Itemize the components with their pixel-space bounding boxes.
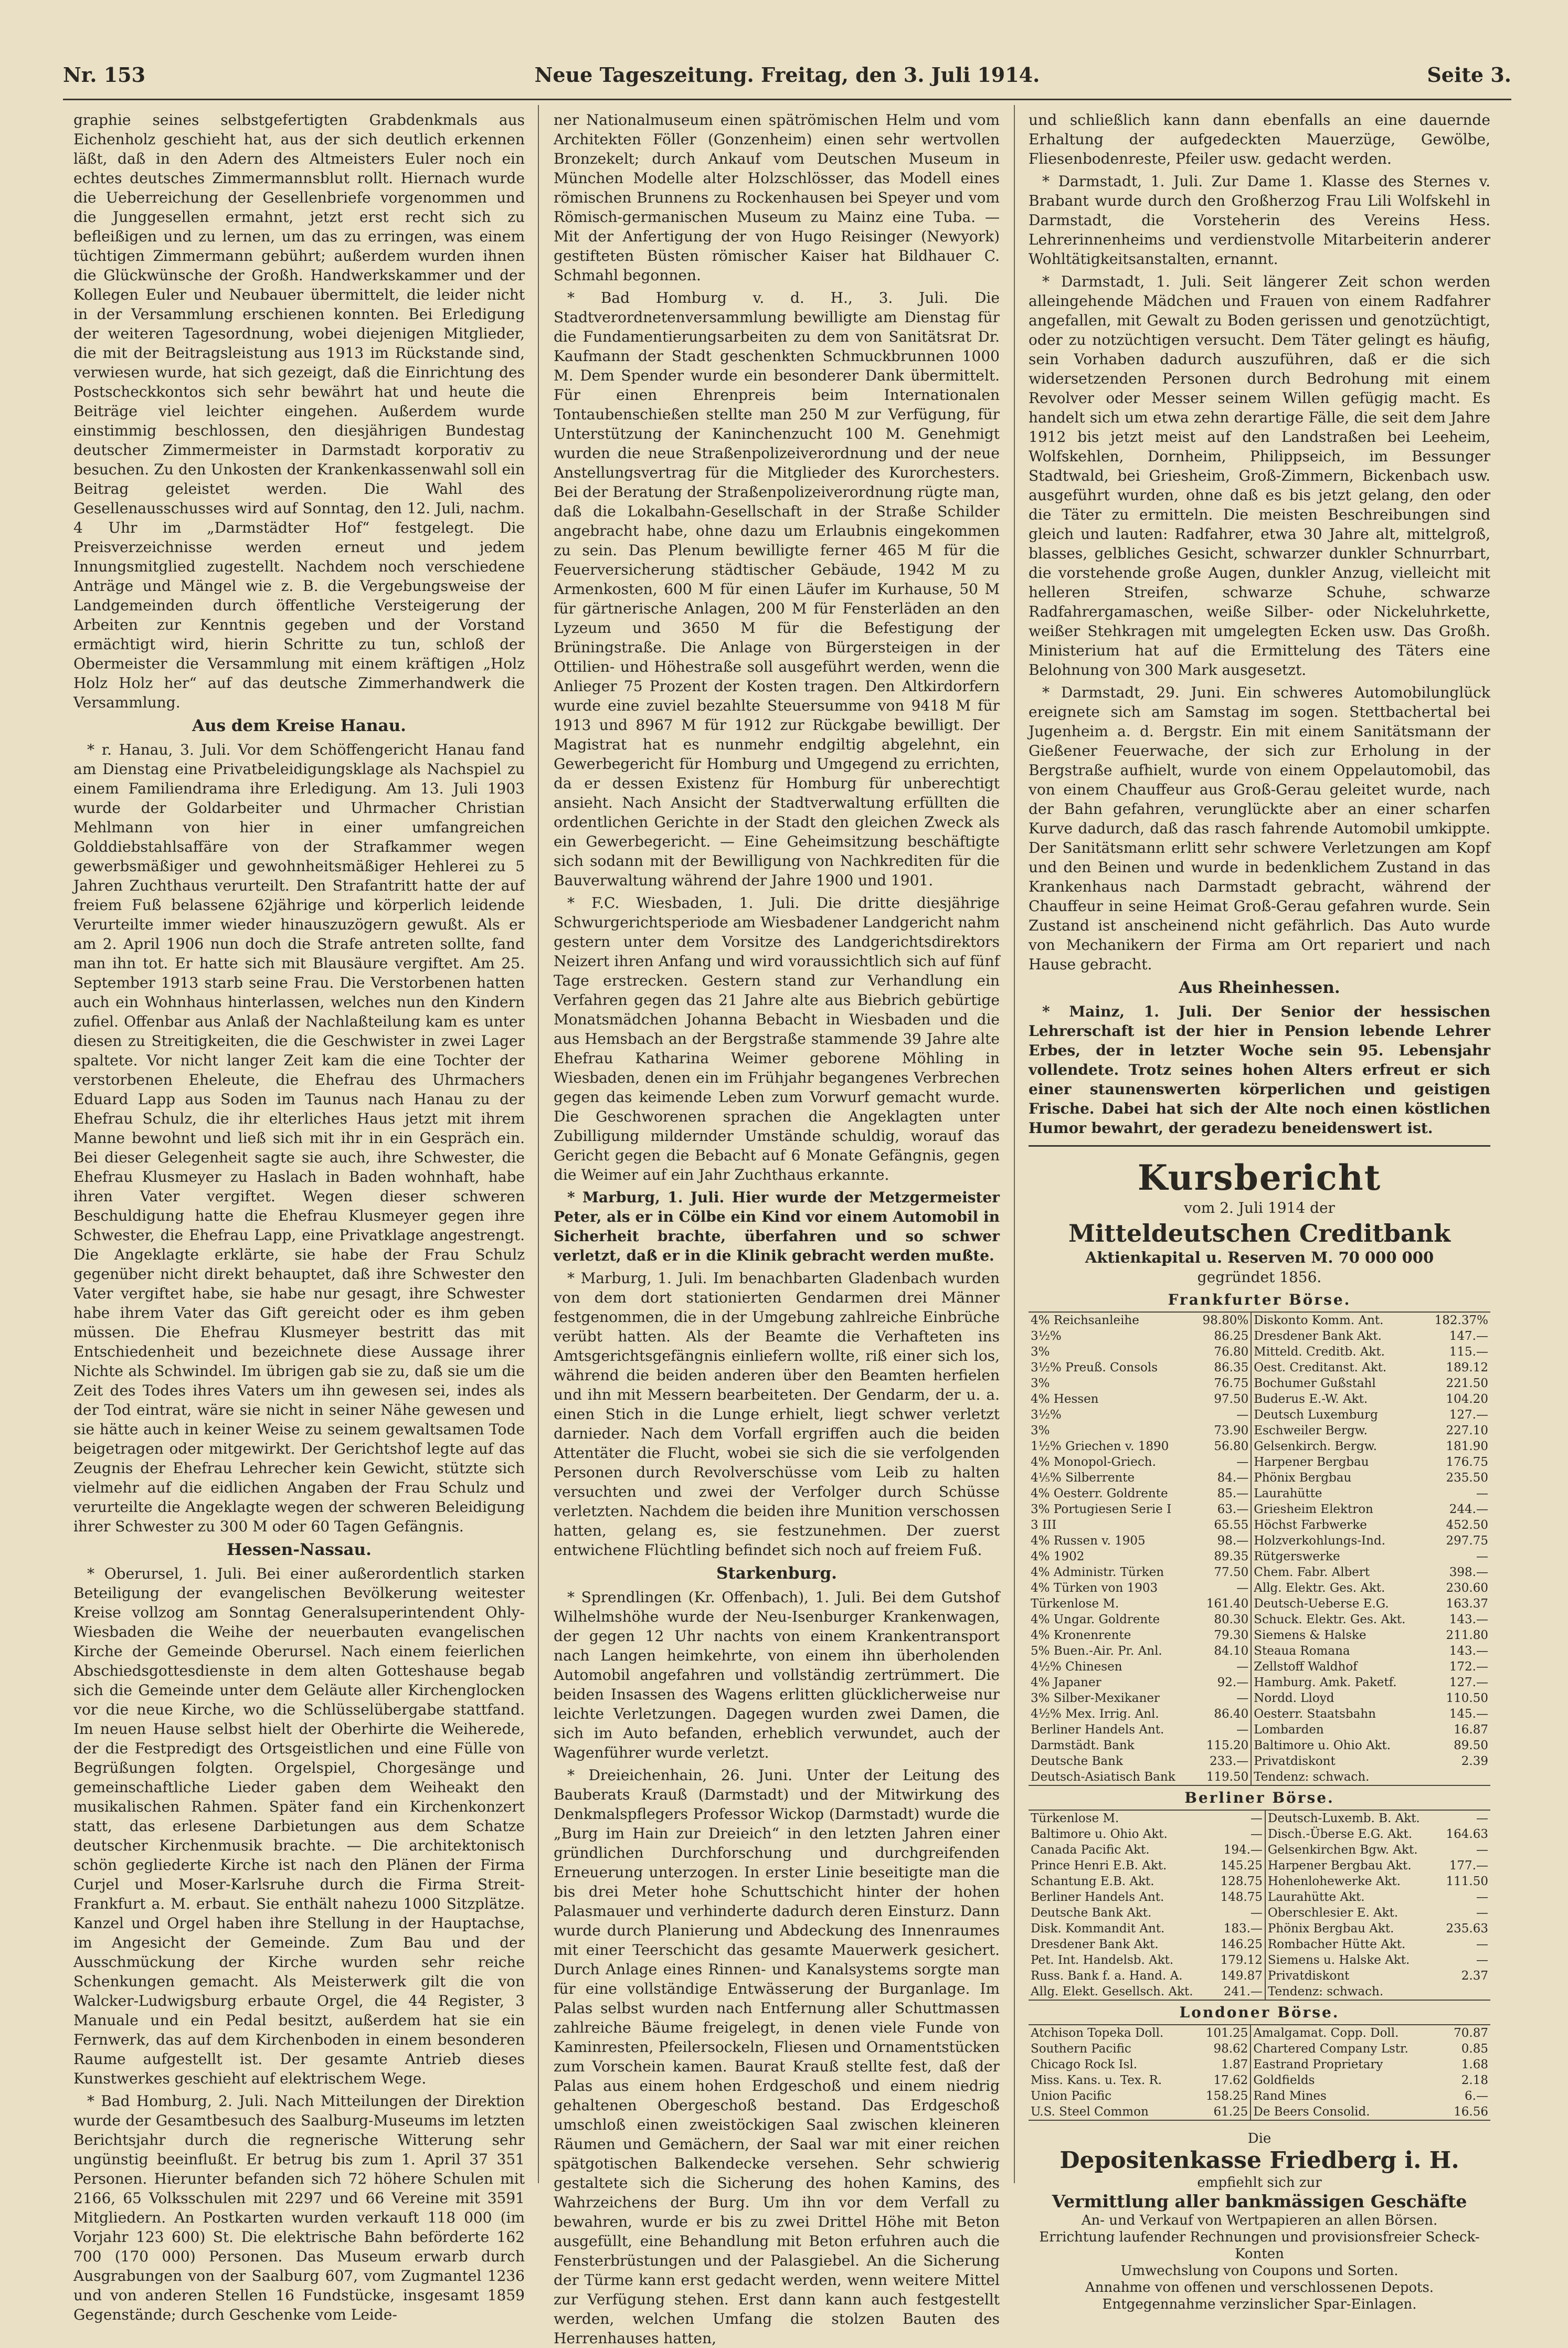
security-name: Dresdener Bank Akt.	[1251, 1328, 1426, 1344]
security-price: 145.25	[1220, 1859, 1263, 1873]
security-price: 158.25	[1205, 2089, 1248, 2103]
security-price: 70.87	[1454, 2026, 1488, 2040]
quote-row	[1029, 1826, 1490, 1842]
security-price: 77.50	[1214, 1566, 1249, 1579]
security-name: Laurahütte	[1251, 1486, 1426, 1501]
security-price: 86.40	[1214, 1707, 1249, 1721]
security-name: Türkenlose M.	[1031, 1812, 1119, 1825]
security-name: Deutsch-Ueberse E.G.	[1251, 1596, 1426, 1612]
security-price: —	[1476, 1890, 1488, 1904]
quote-row	[1029, 1952, 1490, 1968]
page-header	[63, 63, 1511, 94]
kursbericht	[1029, 1158, 1490, 2121]
kursbericht-title: Kursbericht	[1137, 1157, 1382, 1198]
security-price: 143.—	[1449, 1613, 1488, 1626]
security-name: 4% Monopol-Griech.	[1031, 1455, 1156, 1469]
ad-article: Die	[1247, 2131, 1272, 2146]
quote-row	[1029, 1344, 1490, 1360]
security-name: U.S. Steel Common	[1031, 2105, 1149, 2119]
quote-row	[1029, 2025, 1490, 2041]
security-name: Berliner Handels Ant.	[1031, 1723, 1164, 1737]
quote-row	[1029, 1858, 1490, 1874]
article-paragraph: graphie seines selbstgefertigten Grabdenkmals aus Eichenholz geschieht hat, aus der sich deutlich erkennen läßt, daß in den Adern des Altmeisters Euler noch ein echtes deutsches Zimmermannsblut rollt. Hiernach wurde die Ueberreichung der Gesellenbriefe vorgenommen und die Junggesellen ermahnt, jetzt erst recht sich zu befleißigen und zu lernen, um das zu erringen, was einem tüchtigen Zimmermann gebührt; außerdem wurden ihnen die Glückwünsche der Großh. Handwerkskammer und der Kollegen Euler und Neubauer übermittelt, die leider nicht in der Versammlung erschienen konnten. Bei Erledigung der weiteren Tagesordnung, wobei diejenigen Mitglieder, die mit der Beitragsleistung aus 1913 im Rückstande sind, verwiesen wurde, hat sich gezeigt, daß die Einrichtung des Postscheckkontos sich sehr bewährt hat und heute die Beiträge viel leichter eingehen. Außerdem wurde einstimmig beschlossen, den diesjährigen Bundestag deutscher Zimmermeister in Darmstadt korporativ zu besuchen. Zu den Unkosten der Krankenkassenwahl soll ein Beitrag geleistet werden. Die Wahl des Gesellenausschusses wird auf Sonntag, den 12. Juli, nachm. 4 Uhr im „Darmstädter Hof“ festgelegt. Die Preisverzeichnisse werden erneut und jedem Innungsmitglied zugestellt. Nachdem noch verschiedene Anträge und Mängel wie z. B. die Vergebungsweise der Landgemeinden durch öffentliche Versteigerung der Arbeiten zur Kenntnis gegeben und der Vorstand ermächtigt wird, hierin Schritte zu tun, schloß der Obermeister die Versammlung mit einem kräftigen „Holz Holz Holz her“ auf das deutsche Zimmerhandwerk die Versammlung.	[73, 111, 525, 711]
quote-row	[1029, 1842, 1490, 1858]
security-name: Hamburg. Amk. Paketf.	[1251, 1675, 1426, 1690]
security-name: Eschweiler Bergw.	[1251, 1423, 1426, 1439]
exchange-heading: Londoner Börse.	[1179, 2004, 1340, 2021]
section-heading: Aus dem Kreise Hanau.	[192, 716, 406, 735]
security-price: —	[1236, 1691, 1249, 1705]
section-heading: Starkenburg.	[716, 1564, 837, 1583]
column-2	[554, 110, 1000, 2347]
berlin-table	[1029, 1811, 1490, 2000]
security-name: Deutsch Luxemburg	[1251, 1407, 1426, 1423]
security-name: Laurahütte Akt.	[1265, 1889, 1439, 1905]
security-name: Disk. Kommandit Ant.	[1031, 1922, 1165, 1935]
security-name: 4% Reichsanleihe	[1031, 1314, 1139, 1327]
security-name: Oest. Creditanst. Akt.	[1251, 1360, 1426, 1376]
quote-row	[1029, 1313, 1490, 1328]
article-paragraph: * Darmstadt, 1. Juli. Zur Dame 1. Klasse des Sternes v. Brabant wurde durch den Großherzog Frau Lili Wolfskehl in Darmstadt, die Vorsteherin des Vereins Hess. Lehrerinnenheims und verdienstvolle Mitarbeiterin anderer Wohltätigkeitsanstalten, ernannt.	[1029, 173, 1490, 268]
quote-row	[1029, 1937, 1490, 1952]
security-price: 115.—	[1449, 1345, 1488, 1359]
quote-row	[1029, 1627, 1490, 1643]
security-name: 4⅕% Silberrente	[1031, 1471, 1135, 1485]
quote-row	[1029, 1328, 1490, 1344]
security-name: Allg. Elektr. Ges. Akt.	[1251, 1580, 1426, 1596]
security-price: 145.—	[1449, 1707, 1488, 1721]
quote-row	[1029, 1738, 1490, 1753]
security-name: Gelsenkirchen Bgw. Akt.	[1265, 1842, 1439, 1858]
security-price: 98.—	[1217, 1534, 1249, 1548]
quote-row	[1029, 1722, 1490, 1738]
security-price: —	[1476, 1938, 1488, 1951]
security-name: Buderus E.-W. Akt.	[1251, 1391, 1426, 1407]
quote-row	[1029, 1376, 1490, 1391]
security-name: Rombacher Hütte Akt.	[1265, 1937, 1439, 1952]
security-name: Rand Mines	[1251, 2088, 1444, 2104]
security-price: 86.35	[1214, 1361, 1249, 1374]
security-name: 3%	[1031, 1377, 1050, 1390]
security-price: 98.80%	[1202, 1314, 1249, 1327]
security-name: Deutsch-Luxemb. B. Akt.	[1265, 1811, 1439, 1826]
security-name: Prince Henri E.B. Akt.	[1031, 1859, 1167, 1873]
security-name: Diskonto Komm. Ant.	[1251, 1313, 1426, 1328]
security-price: —	[1476, 1487, 1488, 1500]
security-name: 3 III	[1031, 1518, 1057, 1532]
security-name: 1½% Griechen v. 1890	[1031, 1440, 1169, 1453]
security-price: —	[1236, 1660, 1249, 1674]
security-price: —	[1236, 1723, 1249, 1737]
security-price: 110.50	[1446, 1691, 1488, 1705]
security-name: Oberschlesier E. Akt.	[1265, 1905, 1439, 1921]
quote-row	[1029, 2057, 1490, 2072]
security-price: —	[1250, 1827, 1263, 1841]
security-price: 230.60	[1446, 1581, 1488, 1595]
section-heading: Aus Rheinhessen.	[1179, 978, 1340, 997]
security-price: —	[1236, 1408, 1249, 1422]
security-price: 97.50	[1214, 1392, 1249, 1406]
security-name: 3½% Preuß. Consols	[1031, 1361, 1158, 1374]
security-price: —	[1236, 1455, 1249, 1469]
security-price: 241.—	[1223, 1985, 1263, 1998]
security-price: —	[1476, 1812, 1488, 1825]
quote-row	[1029, 1564, 1490, 1580]
security-name: Chartered Company Lstr.	[1251, 2041, 1444, 2057]
security-price: 2.37	[1461, 1969, 1488, 1983]
security-price: 104.20	[1446, 1392, 1488, 1406]
security-name: 4% Oesterr. Goldrente	[1031, 1487, 1168, 1500]
security-price: 146.25	[1220, 1938, 1263, 1951]
security-name: Holzverkohlungs-Ind.	[1251, 1533, 1426, 1549]
article-paragraph: * Bad Homburg, 2. Juli. Nach Mitteilungen der Direktion wurde der Gesamtbesuch des Saalburg-Museums im letzten Berichtsjahr durch die regnerische Witterung sehr ungünstig beeinflußt. Er betrug bis zum 1. April 37 351 Personen. Hierunter befanden sich 72 höhere Schulen mit 2166, 65 Volksschulen mit 2297 und 66 Vereine mit 3591 Mitgliedern. An Postkarten wurden verkauft 118 000 (im Vorjahr 123 600) St. Die elektrische Bahn beförderte 162 700 (170 000) Personen. Das Museum erwarb durch Ausgrabungen von der Saalburg 607, vom Zugmantel 1236 und von anderen Stellen 16 Fundstücke, insgesamt 1859 Gegenstände; durch Geschenke vom Leide-	[73, 2092, 525, 2323]
ad-line: Annahme von offenen und verschlossenen Depots.	[1085, 2280, 1434, 2296]
advertisement	[1029, 2130, 1490, 2313]
ad-service: Vermittlung aller bankmässigen Geschäfte	[1052, 2191, 1467, 2212]
security-name: Siemens & Halske	[1251, 1627, 1426, 1643]
security-price: 181.90	[1446, 1440, 1488, 1453]
security-price: 127.—	[1449, 1676, 1488, 1689]
security-price: 235.50	[1446, 1471, 1488, 1485]
quote-row	[1029, 1549, 1490, 1564]
security-name: Steaua Romana	[1251, 1643, 1426, 1659]
quote-row	[1029, 2041, 1490, 2057]
security-name: Tendenz: schwach.	[1265, 1984, 1439, 2000]
security-price: 79.30	[1214, 1628, 1249, 1642]
quote-row	[1029, 2088, 1490, 2104]
security-price: 183.—	[1223, 1922, 1263, 1935]
security-name: Darmstädt. Bank	[1031, 1739, 1135, 1752]
security-name: Türkenlose M.	[1031, 1597, 1119, 1611]
quote-row	[1029, 1407, 1490, 1423]
security-price: 89.35	[1214, 1550, 1249, 1563]
security-price: 182.37%	[1434, 1314, 1488, 1327]
quote-row	[1029, 1439, 1490, 1454]
security-name: Harpener Bergbau Akt.	[1265, 1858, 1439, 1874]
quote-row	[1029, 1517, 1490, 1533]
security-price: —	[1476, 1953, 1488, 1967]
security-name: Hohenlohewerke Akt.	[1265, 1874, 1439, 1889]
security-price: 16.87	[1454, 1723, 1488, 1737]
security-name: Union Pacific	[1031, 2089, 1112, 2103]
quote-row	[1029, 1612, 1490, 1627]
security-price: 164.63	[1446, 1827, 1488, 1841]
security-price: 452.50	[1446, 1518, 1488, 1532]
security-price: —	[1476, 1906, 1488, 1920]
security-name: Rütgerswerke	[1251, 1549, 1426, 1564]
security-name: Harpener Bergbau	[1251, 1454, 1426, 1470]
exchange-heading: Frankfurter Börse.	[1168, 1291, 1351, 1308]
quote-row	[1029, 1690, 1490, 1706]
security-price: 63.—	[1217, 1503, 1249, 1516]
security-price: 127.—	[1449, 1408, 1488, 1422]
quote-row	[1029, 1889, 1490, 1905]
security-price: 227.10	[1446, 1424, 1488, 1437]
article-paragraph: * Darmstadt, 1. Juli. Seit längerer Zeit schon werden alleingehende Mädchen und Frauen von einem Radfahrer angefallen, mit Gewalt zu Boden gerissen und genotzüchtigt, oder zu notzüchtigen versucht. Dem Täter gelingt es häufig, sein Vorhaben dadurch auszuführen, daß er die sich widersetzenden Personen durch Bedrohung mit einem Revolver oder Messer seinem Willen gefügig macht. Es handelt sich um etwa zehn derartige Fälle, die seit dem Jahre 1912 bis jetzt meist auf den Landstraßen bei Leeheim, Wolfskehlen, Dornheim, Philippseich, im Bessunger Stadtwald, bei Griesheim, Groß-Zimmern, Bickenbach usw. ausgeführt wurden, ohne daß es bis jetzt gelang, den oder die Täter zu ermitteln. Die meisten Beschreibungen sind gleich und lauten: Radfahrer, etwa 30 Jahre alt, mittelgroß, blasses, gelbliches Gesicht, schwarzer dunkler Schnurrbart, die vorstehende große Augen, dunkler Anzug, vielleicht mit helleren Streifen, schwarze Schuhe, schwarze Radfahrergamaschen, weiße Silber- oder Nickeluhrkette, weißer Stehkragen mit umgelegten Ecken usw. Das Großh. Ministerium hat auf die Ermittelung des Täters eine Belohnung von 300 Mark ausgesetzt.	[1029, 273, 1490, 679]
security-price: 189.12	[1446, 1361, 1488, 1374]
security-name: 5% Buen.-Air. Pr. Anl.	[1031, 1644, 1162, 1658]
article-paragraph: * Marburg, 1. Juli. Im benachbarten Gladenbach wurden von dem dort stationierten Gendarmen drei Männer festgenommen, die in der Umgebung zahlreiche Einbrüche verübt hatten. Als der Beamte die Verhafteten ins Amtsgerichtsgefängnis einliefern wollte, riß einer sich los, während die beiden anderen über den Beamten herfielen und ihn mit Messern bearbeiteten. Der Gendarm, der u. a. einen Stich in die Lunge erhielt, liegt schwer verletzt darnieder. Nach dem Vorfall ergriffen auch die beiden Attentäter die Flucht, wobei sie sich die sie verfolgenden Personen durch Revolverschüsse vom Leib zu halten versuchten und zwei der Verfolger durch Schüsse verletzten. Nachdem die beiden ihre Munition verschossen hatten, gelang es, sie festzunehmen. Der zuerst entwichene Flüchtling befindet sich noch auf freiem Fuß.	[554, 1270, 1000, 1559]
security-price: —	[1476, 1843, 1488, 1857]
security-price: 115.20	[1206, 1739, 1249, 1752]
frankfurt-table	[1029, 1313, 1490, 1785]
ad-line: Umwechslung von Coupons und Sorten.	[1120, 2263, 1399, 2279]
security-price: 235.63	[1446, 1922, 1488, 1935]
security-name: Chem. Fabr. Albert	[1251, 1564, 1426, 1580]
quote-row	[1029, 1580, 1490, 1596]
bank-capital: Aktienkapital u. Reserven M. 70 000 000	[1085, 1249, 1434, 1266]
security-price: 398.—	[1449, 1566, 1488, 1579]
bank-name: Mitteldeutschen Creditbank	[1068, 1219, 1451, 1247]
security-name: 3½%	[1031, 1329, 1062, 1343]
column-divider	[538, 105, 539, 2183]
quote-row	[1029, 1423, 1490, 1439]
security-price: 176.75	[1446, 1455, 1488, 1469]
security-name: 4½% Chinesen	[1031, 1660, 1122, 1674]
security-price: 6.—	[1465, 2089, 1488, 2103]
security-name: Tendenz: schwach.	[1251, 1769, 1426, 1785]
security-price: 128.75	[1220, 1875, 1263, 1888]
quote-row	[1029, 1675, 1490, 1690]
london-table	[1029, 2025, 1490, 2120]
security-name: 3%	[1031, 1345, 1050, 1359]
security-name: 4% Ungar. Goldrente	[1031, 1613, 1160, 1626]
security-price: 1.68	[1461, 2058, 1488, 2071]
section-rule	[1029, 1145, 1490, 1147]
security-price: —	[1250, 1906, 1263, 1920]
security-price: 179.12	[1220, 1953, 1263, 1967]
security-name: Canada Pacific Akt.	[1031, 1843, 1150, 1857]
quote-row	[1029, 1454, 1490, 1470]
security-name: Mitteld. Creditb. Akt.	[1251, 1344, 1426, 1360]
security-name: 4% 1902	[1031, 1550, 1085, 1563]
ad-line: Errichtung laufender Rechnungen und provisionsfreier Scheck-Konten	[1039, 2229, 1480, 2262]
security-name: 4% Japaner	[1031, 1676, 1101, 1689]
ad-recommend: empfiehlt sich zur	[1197, 2175, 1322, 2191]
security-price: 1.87	[1221, 2058, 1248, 2071]
security-price: 119.50	[1206, 1770, 1249, 1784]
quote-row	[1029, 2072, 1490, 2088]
newspaper-title: Neue Tageszeitung. Freitag, den 3. Juli 1914.	[534, 63, 1040, 87]
quote-row	[1029, 1360, 1490, 1376]
header-rule	[63, 99, 1511, 100]
security-price: 56.80	[1214, 1440, 1249, 1453]
security-price: 76.75	[1214, 1377, 1249, 1390]
quote-row	[1029, 1706, 1490, 1722]
article-paragraph: und schließlich kann dann ebenfalls an eine dauernde Erhaltung der aufgedeckten Mauerzüge, Gewölbe, Fliesenbodenreste, Pfeiler usw. gedacht werden.	[1029, 111, 1490, 167]
security-price: 101.25	[1205, 2026, 1248, 2040]
security-name: Atchison Topeka Doll.	[1031, 2026, 1164, 2040]
security-name: Allg. Elekt. Gesellsch. Akt.	[1031, 1985, 1193, 1998]
security-name: Schuck. Elektr. Ges. Akt.	[1251, 1612, 1426, 1627]
bank-founded: gegründet 1856.	[1197, 1268, 1322, 1286]
quote-row	[1029, 1391, 1490, 1407]
ad-line: An- und Verkauf von Wertpapieren an allen Börsen.	[1081, 2213, 1438, 2228]
quote-row	[1029, 1643, 1490, 1659]
security-name: Berliner Handels Ant.	[1031, 1890, 1164, 1904]
security-price: 65.55	[1214, 1518, 1249, 1532]
security-name: Eastrand Proprietary	[1251, 2057, 1444, 2072]
article-paragraph: * r. Hanau, 3. Juli. Vor dem Schöffengericht Hanau fand am Dienstag eine Privatbeleidigungsklage als Nachspiel zu einem Familiendrama ihre Erledigung. Am 13. Juli 1903 wurde der Goldarbeiter und Uhrmacher Christian Mehlmann von hier in einer umfangreichen Golddiebstahlsaffäre von der Strafkammer wegen gewerbsmäßiger und gewohnheitsmäßiger Hehlerei zu 5 Jahren Zuchthaus verurteilt. Den Strafantritt hatte der auf freiem Fuß belassene 62jährige und körperlich leidende Verurteilte immer wieder hinauszuzögern gewußt. Als er am 2. April 1906 nun doch die Strafe antreten sollte, fand man ihn tot. Er hatte sich mit Blausäure vergiftet. Am 25. September 1913 starb seine Frau. Die Verstorbenen hatten auch ein Wohnhaus hinterlassen, welches nun den Kindern zufiel. Offenbar aus Anlaß der Nachlaßteilung kam es unter diesen zu Streitigkeiten, die die Geschwister in zwei Lager spaltete. Vor nicht langer Zeit kam die eine Tochter der verstorbenen Eheleute, die Ehefrau des Uhrmachers Eduard Lapp aus Soden im Taunus nach Hanau zu der Ehefrau Schulz, die ihr elterliches Haus jetzt mit ihrem Manne bewohnt und ließ sich mit ihr in ein Gespräch ein. Bei dieser Gelegenheit sagte sie auch, ihre Schwester, die Ehefrau Klusmeyer zu Haslach in Baden wohnhaft, habe ihren Vater vergiftet. Wegen dieser schweren Beschuldigung hatte die Ehefrau Klusmeyer gegen ihre Schwester, die Ehefrau Lapp, eine Privatklage angestrengt. Die Angeklagte erklärte, sie habe der Frau Schulz gegenüber nicht direkt behauptet, daß ihre Schwester den Vater vergiftet habe, sie habe nur gesagt, ihre Schwester habe ihrem Vater das Gift gereicht oder es ihm geben müssen. Die Ehefrau Klusmeyer bestritt das mit Entschiedenheit und bezeichnete diese Aussage ihrer Nichte als Schwindel. Im übrigen gab sie zu, daß sie um die Zeit des Todes ihres Vaters um ihn gewesen sei, indes als der Tod eintrat, wäre sie nicht in seiner Nähe gewesen und sie hätte auch in keiner Weise zu seinem gewaltsamen Tode beigetragen oder mitgewirkt. Der Gerichtshof legte auf das Zeugnis der Ehefrau Lehrecher kein Gewicht, stützte sich vielmehr auf die eidlichen Angaben der Frau Schulz und verurteilte die Angeklagte wegen der schweren Beleidigung ihrer Schwester zu 300 M oder 60 Tagen Gefängnis.	[73, 741, 525, 1535]
security-name: Siemens u. Halske Akt.	[1265, 1952, 1439, 1968]
security-price: 172.—	[1449, 1660, 1488, 1674]
article-paragraph: * Mainz, 1. Juli. Der Senior der hessischen Lehrerschaft ist der hier in Pension lebende Lehrer Erbes, der in letzter Woche sein 95. Lebensjahr vollendete. Trotz seines hohen Alters erfreut er sich einer staunenswerten körperlichen und geistigen Frische. Dabei hat sich der Alte noch einen köstlichen Humor bewahrt, der geradezu beneidenswert ist.	[1029, 1003, 1490, 1137]
column-3	[1029, 110, 1490, 2312]
security-name: Amalgamat. Copp. Doll.	[1251, 2025, 1444, 2041]
security-price: 2.18	[1461, 2074, 1488, 2087]
ad-company: Depositenkasse Friedberg i. H.	[1060, 2147, 1459, 2174]
security-name: Zellstoff Waldhof	[1251, 1659, 1426, 1675]
security-name: Dresdener Bank Akt.	[1031, 1938, 1159, 1951]
security-price: 89.50	[1454, 1739, 1488, 1752]
quote-row	[1029, 1984, 1490, 2000]
security-price	[1439, 1984, 1490, 2000]
security-price: —	[1236, 1581, 1249, 1595]
security-price: —	[1250, 1812, 1263, 1825]
security-price: 177.—	[1449, 1859, 1488, 1873]
security-name: Southern Pacific	[1031, 2042, 1131, 2056]
security-name: Pet. Int. Handelsb. Akt.	[1031, 1953, 1174, 1967]
security-name: 3% Silber-Mexikaner	[1031, 1691, 1160, 1705]
security-name: Lombarden	[1251, 1722, 1426, 1738]
security-name: De Beers Consolid.	[1251, 2104, 1444, 2120]
article-paragraph: * Sprendlingen (Kr. Offenbach), 1. Juli. Bei dem Gutshof Wilhelmshöhe wurde der Neu-Isenburger Krankenwagen, der gegen 12 Uhr nachts von einem Krankentransport nach Langen heimkehrte, von einem ihn überholenden Automobil angefahren und vollständig zertrümmert. Die beiden Insassen des Wagens erlitten glücklicherweise nur leichte Verletzungen. Dagegen wurden zwei Damen, die sich im Auto befanden, erheblich verwundet, auch der Wagenführer wurde verletzt.	[554, 1589, 1000, 1761]
security-price: 98.62	[1213, 2042, 1248, 2056]
security-price: 86.25	[1214, 1329, 1249, 1343]
column-divider	[1014, 105, 1015, 2183]
quote-row	[1029, 1501, 1490, 1517]
quote-row	[1029, 1769, 1490, 1785]
security-price: 297.75	[1446, 1534, 1488, 1548]
security-name: Disch.-Überse E.G. Akt.	[1265, 1826, 1439, 1842]
security-price: 163.37	[1446, 1597, 1488, 1611]
security-price	[1426, 1769, 1490, 1785]
security-name: 4% Hessen	[1031, 1392, 1099, 1406]
security-price: 84.—	[1217, 1471, 1249, 1485]
quote-row	[1029, 1921, 1490, 1937]
page-number: Nr. 153	[63, 63, 146, 87]
security-name: 4% Kronenrente	[1031, 1628, 1131, 1642]
kursbericht-date: vom 2. Juli 1914 der	[1184, 1199, 1335, 1217]
column-1	[73, 110, 525, 2323]
quote-row	[1029, 1811, 1490, 1826]
exchange-heading: Berliner Börse.	[1184, 1789, 1334, 1806]
article-paragraph: * Marburg, 1. Juli. Hier wurde der Metzgermeister Peter, als er in Cölbe ein Kind vor einem Automobil in Sicherheit brachte, überfahren und so schwer verletzt, daß er in die Klinik gebracht werden mußte.	[554, 1189, 1000, 1264]
security-name: Phönix Bergbau Akt.	[1265, 1921, 1439, 1937]
quote-row	[1029, 1968, 1490, 1984]
security-name: Privatdiskont	[1251, 1753, 1426, 1769]
security-name: Goldfields	[1251, 2072, 1444, 2088]
security-name: 3%	[1031, 1424, 1050, 1437]
security-name: Russ. Bank f. a. Hand. A.	[1031, 1969, 1183, 1983]
article-paragraph: ner Nationalmuseum einen spätrömischen Helm und vom Architekten Föller (Gonzenheim) einen sehr wertvollen Bronzekelt; durch Ankauf vom Deutschen Museum in München Modelle alter Holzschlösser, das Modell eines römischen Brunnens zu Rockenhausen bei Speyer und vom Römisch-germanischen Museum zu Mainz eine Tuba. — Mit der Anfertigung der von Hugo Reisinger (Newyork) gestifteten Büsten römischer Kaiser hat Bildhauer C. Schmahl begonnen.	[554, 111, 1000, 284]
security-name: Deutsch-Asiatisch Bank	[1031, 1770, 1175, 1784]
article-paragraph: * F.C. Wiesbaden, 1. Juli. Die dritte diesjährige Schwurgerichtsperiode am Wiesbadener Landgericht nahm gestern unter dem Vorsitze des Landgerichtsdirektors Neizert ihren Anfang und wird voraussichtlich sich auf fünf Tage erstrecken. Gestern stand zur Verhandlung ein Verfahren gegen das 21 Jahre alte aus Biebrich gebürtige Monatsmädchen Johanna Bebacht in Wiesbaden und die aus Hemsbach an der Bergstraße stammende 39 Jahre alte Ehefrau Katharina Weimer geborene Möhling in Wiesbaden, denen ein im Frühjahr begangenes Verbrechen gegen das keimende Leben zum Vorwurf gemacht wurde. Die Geschworenen sprachen die Angeklagten unter Zubilligung mildernder Umstände schuldig, worauf das Gericht gegen die Bebacht auf 6 Monate Gefängnis, gegen die Weimer auf ein Jahr Zuchthaus erkannte.	[554, 894, 1000, 1183]
security-name: Phönix Bergbau	[1251, 1470, 1426, 1486]
security-name: 4% Russen v. 1905	[1031, 1534, 1146, 1548]
security-name: Privatdiskont	[1265, 1968, 1439, 1984]
quote-row	[1029, 1533, 1490, 1549]
security-price: 244.—	[1449, 1503, 1488, 1516]
ad-line: Entgegennahme verzinslicher Spar-Einlagen.	[1102, 2297, 1417, 2312]
security-price: 194.—	[1223, 1843, 1263, 1857]
security-name: Höchst Farbwerke	[1251, 1517, 1426, 1533]
security-price: 16.56	[1454, 2105, 1488, 2119]
quote-row	[1029, 2104, 1490, 2120]
security-name: Griesheim Elektron	[1251, 1501, 1426, 1517]
security-name: Nordd. Lloyd	[1251, 1690, 1426, 1706]
security-price: 211.80	[1446, 1628, 1488, 1642]
security-price: 147.—	[1449, 1329, 1488, 1343]
security-name: 3% Portugiesen Serie I	[1031, 1503, 1172, 1516]
security-name: Deutsche Bank Akt.	[1031, 1906, 1152, 1920]
security-name: Baltimore u. Ohio Akt.	[1031, 1827, 1168, 1841]
security-price: 111.50	[1446, 1875, 1488, 1888]
security-price: 80.30	[1214, 1613, 1249, 1626]
page-label: Seite 3.	[1427, 63, 1511, 87]
security-price: 148.75	[1220, 1890, 1263, 1904]
quote-row	[1029, 1905, 1490, 1921]
security-name: Schantung E.B. Akt.	[1031, 1875, 1154, 1888]
security-price: 17.62	[1213, 2074, 1248, 2087]
quote-row	[1029, 1659, 1490, 1675]
security-price: 61.25	[1213, 2105, 1248, 2119]
security-price: 85.—	[1217, 1487, 1249, 1500]
security-name: 4½% Mex. Irrig. Anl.	[1031, 1707, 1159, 1721]
quote-row	[1029, 1596, 1490, 1612]
security-name: Deutsche Bank	[1031, 1754, 1123, 1768]
quote-row	[1029, 1486, 1490, 1501]
security-price: 149.87	[1220, 1969, 1263, 1983]
article-paragraph: * Darmstadt, 29. Juni. Ein schweres Automobilunglück ereignete sich am Samstag im sogen. Stettbachertal bei Jugenheim a. d. Bergstr. Ein mit einem Sanitätsmann der Gießener Feuerwache, der sich zur Erholung in der Bergstraße aufhielt, wurde von einem Oppelautomobil, das von einem Chauffeur aus Groß-Gerau geleitet wurde, nach der Bahn gefahren, verunglückte aber an einer scharfen Kurve dadurch, daß das rasch fahrende Automobil umkippte. Der Sanitätsmann erlitt sehr schwere Verletzungen am Kopf und den Beinen und wurde in bedenklichem Zustand in das Krankenhaus nach Darmstadt gebracht, während der Chauffeur in seine Heimat Groß-Gerau gefahren wurde. Sein Zustand ist anscheinend nicht gefährlich. Das Auto wurde von Mechanikern der Firma am Ort repariert und nach Hause gebracht.	[1029, 684, 1490, 973]
security-name: 4% Administr. Türken	[1031, 1566, 1164, 1579]
security-price: 73.90	[1214, 1424, 1249, 1437]
section-heading: Hessen-Nassau.	[227, 1540, 372, 1559]
security-name: Baltimore u. Ohio Akt.	[1251, 1738, 1426, 1753]
article-paragraph: * Bad Homburg v. d. H., 3. Juli. Die Stadtverordnetenversammlung bewilligte am Dienstag für die Fundamentierungsarbeiten zu dem von Sanitätsrat Dr. Kaufmann der Stadt geschenkten Schmuckbrunnen 1000 M. Dem Spender wurde ein besonderer Dank übermittelt. Für einen Ehrenpreis beim Internationalen Tontaubenschießen stellte man 250 M zur Verfügung, für Unterstützung der Kaninchenzucht 100 M. Genehmigt wurden die neue Straßenpolizeiverordnung und der neue Anstellungsvertrag für die Mitglieder des Kurorchesters. Bei der Beratung der Straßenpolizeiverordnung rügte man, daß die Lokalbahn-Gesellschaft in der Straße Schilder angebracht habe, ohne dazu um Erlaubnis eingekommen zu sein. Das Plenum bewilligte ferner 465 M für die Feuerversicherung städtischer Gebäude, 1942 M zu Armenkosten, 600 M für einen Läufer im Kurhause, 50 M für gärtnerische Anlagen, 200 M für Fensterläden an den Lyzeum und 3650 M für die Befestigung der Brüningstraße. Die Anlage von Bürgersteigen in der Ottilien- und Höhestraße soll ausgeführt werden, wenn die Anlieger 75 Prozent der Kosten tragen. Den Altkirdorfern wurde eine zuviel bezahlte Steuersumme von 9418 M für 1913 und 8967 M für 1912 zur Rückgabe bewilligt. Der Magistrat hat es nunmehr endgiltig abgelehnt, ein Gewerbegericht für Homburg und Umgegend zu errichten, da er dessen Existenz für Homburg für unberechtigt ansieht. Nach Ansicht der Stadtverwaltung erfüllten die ordentlichen Gerichte in der Stadt den gleichen Zweck als ein Gewerbegericht. — Eine Geheimsitzung beschäftigte sich sodann mit der Bewilligung von Nachkrediten für die Bauverwaltung während der Jahre 1900 und 1901.	[554, 289, 1000, 889]
security-price: 84.10	[1214, 1644, 1249, 1658]
article-paragraph: * Oberursel, 1. Juli. Bei einer außerordentlich starken Beteiligung der evangelischen Bevölkerung weitester Kreise vollzog am Sonntag Generalsuperintendent Ohly-Wiesbaden die Weihe der neuerbauten evangelischen Kirche der Gemeinde Oberursel. Nach einem feierlichen Abschiedsgottesdienste in dem alten Gotteshause begab sich die Gemeinde unter dem Geläute aller Kirchenglocken vor die neue Kirche, wo die Schlüsselübergabe stattfand. Im neuen Hause selbst hielt der Oberhirte die Weiherede, der die Festpredigt des Ortsgeistlichen und eine Fülle von Begrüßungen folgten. Orgelspiel, Chorgesänge und gemeinschaftliche Lieder gaben dem Weiheakt den musikalischen Rahmen. Später fand ein Kirchenkonzert statt, das erlesene Darbietungen aus dem Schatze deutscher Kirchenmusik brachte. — Die architektonisch schön gegliederte Kirche ist nach den Plänen der Firma Curjel und Moser-Karlsruhe durch die Firma Streit-Frankfurt a. M. erbaut. Sie enthält nahezu 1000 Sitzplätze. Kanzel und Orgel haben ihre Stellung in der Hauptachse, im Angesicht der Gemeinde. Zum Bau und der Ausschmückung der Kirche wurden sehr reiche Schenkungen gemacht. Als Meisterwerk gilt die von Walcker-Ludwigsburg erbaute Orgel, die 44 Register, 3 Manuale und ein Pedal besitzt, außerdem hat sie ein Fernwerk, das auf dem Kirchenboden in einem besonderen Raume aufgestellt ist. Der gesamte Antrieb dieses Kunstwerkes geschieht auf elektrischem Wege.	[73, 1565, 525, 2087]
security-price: 92.—	[1217, 1676, 1249, 1689]
security-name: Gelsenkirch. Bergw.	[1251, 1439, 1426, 1454]
quote-row	[1029, 1753, 1490, 1769]
security-price: 143.—	[1449, 1644, 1488, 1658]
security-name: Bochumer Gußstahl	[1251, 1376, 1426, 1391]
security-price: —	[1476, 1550, 1488, 1563]
security-price: 0.85	[1461, 2042, 1488, 2056]
article-paragraph: * Dreieichenhain, 26. Juni. Unter der Leitung des Bauberats Krauß (Darmstadt) und der Mitwirkung des Denkmalspflegers Professor Wickop (Darmstadt) wurde die „Burg im Hain zur Dreieich“ in den letzten Jahren einer gründlichen Durchforschung und durchgreifenden Erneuerung unterzogen. In erster Linie beseitigte man die bis drei Meter hohe Schuttschicht hinter der hohen Palasmauer und verhinderte dadurch deren Einsturz. Dann wurde durch Planierung und Abdeckung des Innenraumes mit einer Teerschicht das gesamte Mauerwerk gesichert. Durch Anlage eines Rinnen- und Kanalsystems sorgte man für eine vollständige Entwässerung der Burganlage. Im Palas selbst wurden nach Entfernung aller Schuttmassen zahlreiche Bäume freigelegt, in denen viele Funde von Kaminresten, Pfeilersockeln, Fliesen und Ornamentstücken zum Vorschein kamen. Baurat Krauß stellte fest, daß der Palas aus einem hohen Erdgeschoß und einem niedrig gehaltenen Obergeschoß bestand. Das Erdgeschoß umschloß einen zweistöckigen Saal zwischen kleineren Räumen und Gemächern, der Saal war mit einer reichen spätgotischen Balkendecke versehen. Sehr schwierig gestaltete sich die Sicherung des hohen Kamins, des Wahrzeichens der Burg. Um ihn vor dem Verfall zu bewahren, wurde er bis zu zwei Drittel Höhe mit Beton ausgefüllt, eine Behandlung mit Beton erfuhren auch die Fensterbrüstungen und der Palasgiebel. An die Sicherung der Türme kann erst gedacht werden, wenn weitere Mittel zur Verfügung stehen. Erst dann kann auch festgestellt werden, welchen Umfang die stolzen Bauten des Herrenhauses hatten,	[554, 1767, 1000, 2347]
security-price: 76.80	[1214, 1345, 1249, 1359]
quote-row	[1029, 1874, 1490, 1889]
security-name: 3½%	[1031, 1408, 1062, 1422]
security-name: Chicago Rock Isl.	[1031, 2058, 1138, 2071]
security-name: 4% Türken von 1903	[1031, 1581, 1158, 1595]
security-name: Oesterr. Staatsbahn	[1251, 1706, 1426, 1722]
security-price: 161.40	[1206, 1597, 1249, 1611]
quote-row	[1029, 1470, 1490, 1486]
security-name: Miss. Kans. u. Tex. R.	[1031, 2074, 1162, 2087]
security-price: 233.—	[1210, 1754, 1249, 1768]
security-price: 221.50	[1446, 1377, 1488, 1390]
security-price: 2.39	[1461, 1754, 1488, 1768]
